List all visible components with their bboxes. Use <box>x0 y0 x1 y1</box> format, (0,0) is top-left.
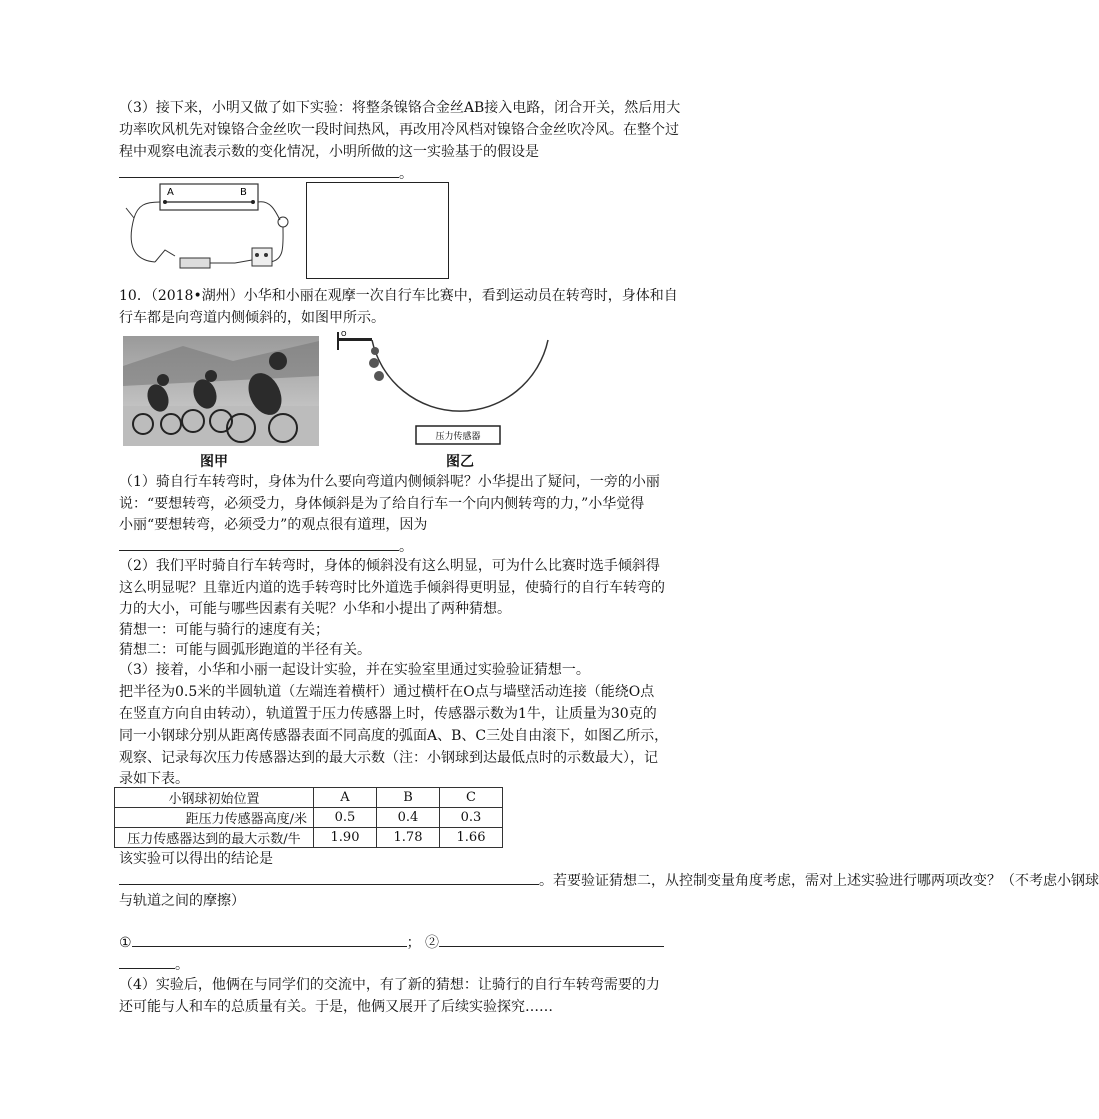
table-cell: 1.90 <box>314 828 377 848</box>
verify2-answers <box>119 932 664 953</box>
q3-line3: 程中观察电流表示数的变化情况，小明所做的这一实验基于的假设是 <box>119 144 539 160</box>
answer-blank <box>119 870 539 885</box>
table-cell: 距压力传感器高度/米 <box>115 808 314 828</box>
blank-drawing-box <box>306 182 449 279</box>
q10-line1: 10．（2018•湖州）小华和小丽在观摩一次自行车比赛中，看到运动员在转弯时，身体和自 <box>119 288 678 304</box>
ball-c <box>374 371 384 381</box>
q10-line2: 行车都是向弯道内侧倾斜的，如图甲所示。 <box>119 310 385 326</box>
table-cell: 压力传感器达到的最大示数/牛 <box>115 828 314 848</box>
conclusion-line: 该实验可以得出的结论是 <box>119 851 273 867</box>
semicircle-track <box>372 340 548 411</box>
table-cell: B <box>377 788 440 808</box>
data-table <box>114 787 503 848</box>
ball-b <box>369 358 379 368</box>
p2-line3: 力的大小，可能与哪些因素有关呢？小华和小提出了两种猜想。 <box>119 601 511 617</box>
table-cell: 0.5 <box>314 808 377 828</box>
sensor-label: 压力传感器 <box>435 432 481 442</box>
q3-end: 。 <box>399 166 413 182</box>
table-cell: 1.66 <box>440 828 503 848</box>
label-a: A <box>167 187 174 198</box>
figure-jia-photo <box>123 336 319 446</box>
p3-line2: 把半径为0.5米的半圆轨道（左端连着横杆）通过横杆在O点与墙壁活动连接（能绕O点 <box>119 684 655 700</box>
p1-line1: （1）骑自行车转弯时，身体为什么要向弯道内侧倾斜呢？小华提出了疑问，一旁的小丽 <box>119 474 660 490</box>
p3-line3: 在竖直方向自由转动），轨道置于压力传感器上时，传感器示数为1牛，让质量为30克的 <box>119 706 657 722</box>
crossbar <box>338 338 372 341</box>
p3-line6: 录如下表。 <box>119 771 189 787</box>
verify2-line2: 与轨道之间的摩擦） <box>119 893 245 909</box>
verify2-answers-tail <box>119 954 189 975</box>
circle-1: ① <box>119 935 132 951</box>
pivot-label: O <box>341 330 347 338</box>
p2-line2: 这么明显呢？且靠近内道的选手转弯时比外道选手倾斜得更明显，使骑行的自行车转弯的 <box>119 580 665 596</box>
p2-guess1: 猜想一：可能与骑行的速度有关； <box>119 622 329 638</box>
q3-line2: 功率吹风机先对镍铬合金丝吹一段时间热风，再改用冷风档对镍铬合金丝吹冷风。在整个过 <box>119 122 679 138</box>
circle-2: ② <box>425 935 440 951</box>
answer-blank <box>132 932 407 947</box>
p3-line1: （3）接着，小华和小丽一起设计实验，并在实验室里通过实验验证猜想一。 <box>119 662 590 678</box>
answer-blank <box>439 932 664 947</box>
p1-line2: 说：“要想转弯，必须受力，身体倾斜是为了给自行车一个向内侧转弯的力，”小华觉得 <box>119 496 645 512</box>
semicolon: ； <box>406 935 421 951</box>
caption-yi: 图乙 <box>446 454 474 470</box>
p1-end: 。 <box>399 539 413 555</box>
p4-line1: （4）实验后，他俩在与同学们的交流中，有了新的猜想：让骑行的自行车转弯需要的力 <box>119 977 660 993</box>
p3-line5: 观察、记录每次压力传感器达到的最大示数（注：小钢球到达最低点时的示数最大），记 <box>119 750 658 766</box>
figure-yi-track <box>330 328 550 448</box>
table-row <box>115 788 503 808</box>
circuit-figure <box>120 180 295 275</box>
p2-guess2: 猜想二：可能与圆弧形跑道的半径有关。 <box>119 642 371 658</box>
table-cell: C <box>440 788 503 808</box>
caption-jia: 图甲 <box>200 454 228 470</box>
p4-line2: 还可能与人和车的总质量有关。于是，他俩又展开了后续实验探究…… <box>119 999 553 1015</box>
p2-line1: （2）我们平时骑自行车转弯时，身体的倾斜没有这么明显，可为什么比赛时选手倾斜得 <box>119 558 660 574</box>
conclusion-end: 。 <box>539 873 553 889</box>
p1-line3: 小丽“要想转弯，必须受力”的观点很有道理，因为 <box>119 517 428 533</box>
answer-blank <box>119 536 399 551</box>
answer-blank <box>119 954 175 969</box>
table-cell: 小钢球初始位置 <box>115 788 314 808</box>
table-cell: 1.78 <box>377 828 440 848</box>
q3-line1: （3）接下来，小明又做了如下实验：将整条镍铬合金丝AB接入电路，闭合开关，然后用大 <box>119 100 681 116</box>
verify2-line1: 若要验证猜想二，从控制变量角度考虑，需对上述实验进行哪两项改变？（不考虑小钢球 <box>553 873 1099 889</box>
table-cell: 0.4 <box>377 808 440 828</box>
table-cell: A <box>314 788 377 808</box>
table-row <box>115 808 503 828</box>
p1-answer-line <box>119 536 413 557</box>
answer-blank <box>119 163 399 178</box>
verify2-end: 。 <box>175 957 189 973</box>
table-row <box>115 828 503 848</box>
conclusion-answer-line <box>119 870 1099 891</box>
p3-line4: 同一小钢球分别从距离传感器表面不同高度的弧面A、B、C三处自由滚下，如图乙所示， <box>119 728 669 744</box>
label-b: B <box>240 187 247 198</box>
ball-a <box>371 347 379 355</box>
table-cell: 0.3 <box>440 808 503 828</box>
